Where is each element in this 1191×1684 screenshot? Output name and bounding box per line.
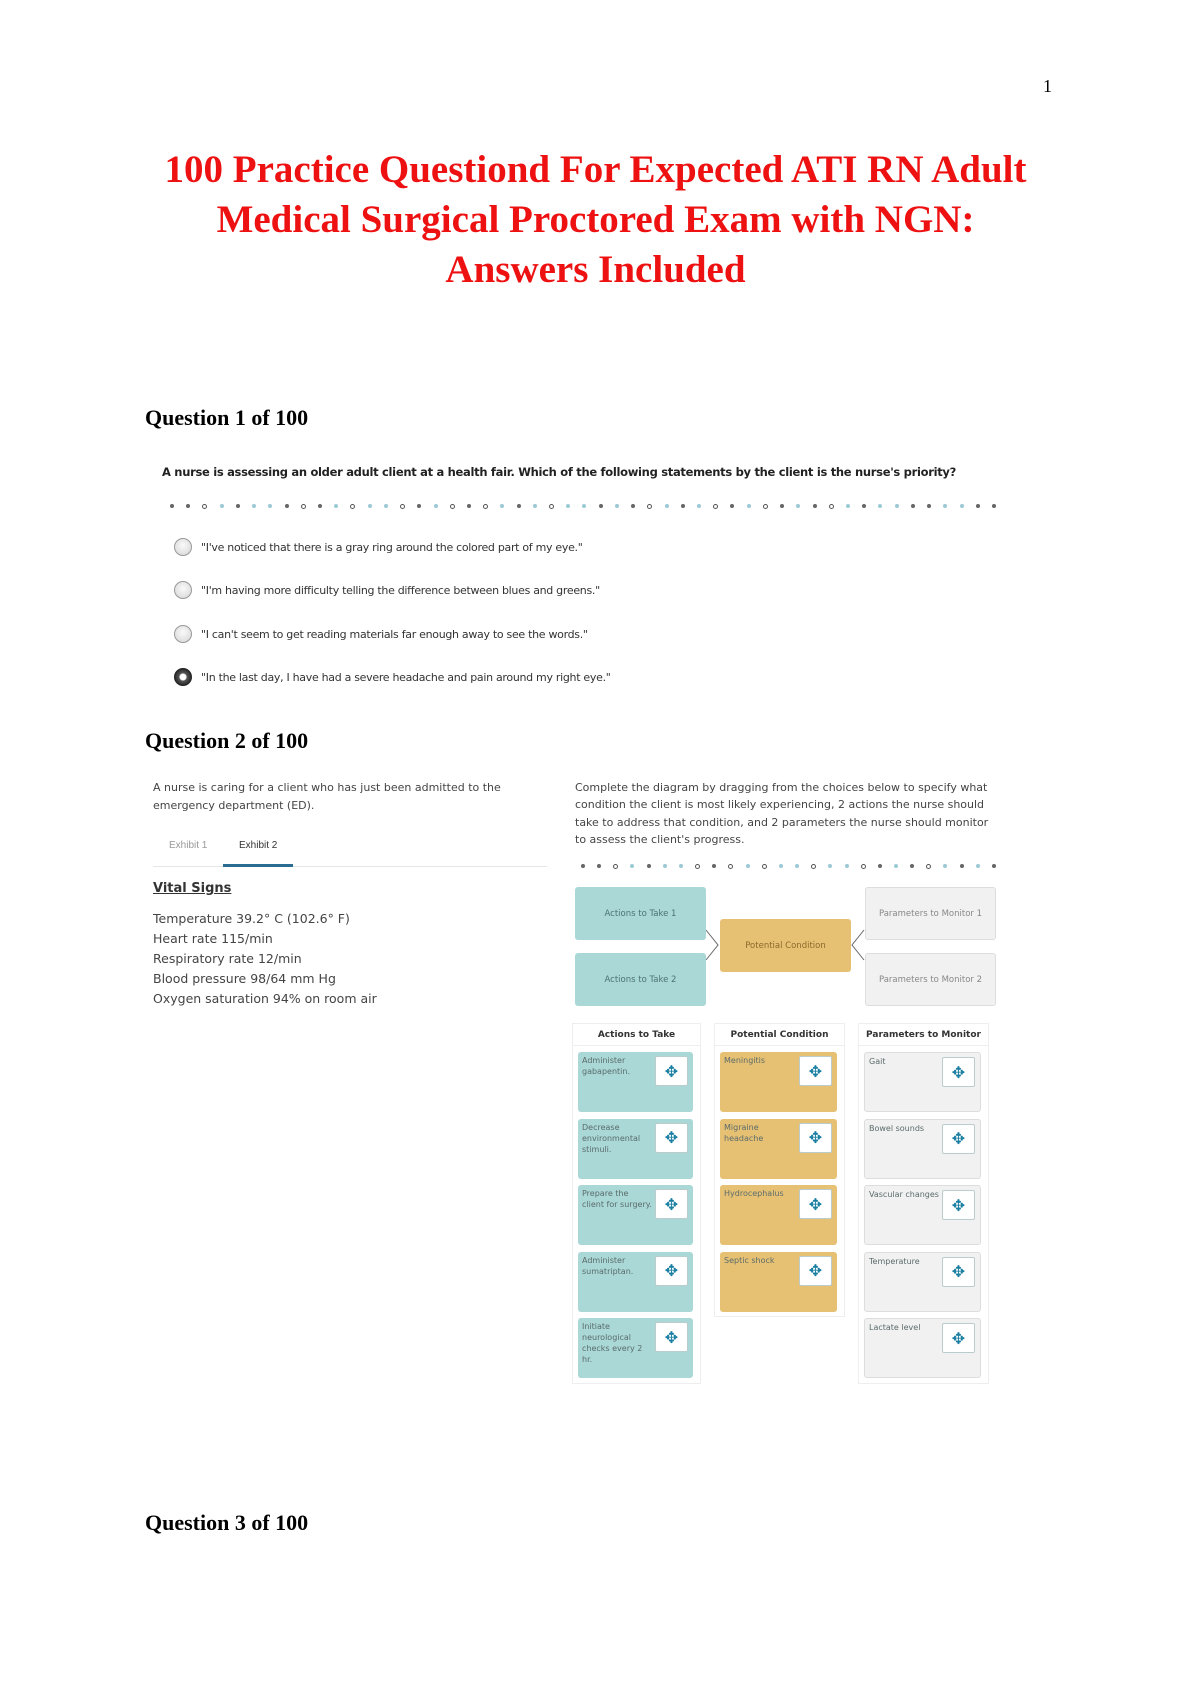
divider-dot — [795, 864, 799, 868]
radio-button[interactable] — [174, 581, 192, 599]
move-handle-icon[interactable]: ✥ — [655, 1189, 688, 1219]
choice-card[interactable] — [578, 1252, 693, 1312]
drop-target-action-2[interactable]: Actions to Take 2 — [575, 953, 706, 1006]
divider-dot — [500, 504, 504, 508]
actions-column — [572, 1023, 701, 1384]
divider-dot — [268, 504, 272, 508]
divider-dot — [746, 864, 750, 868]
divider-dot — [960, 864, 964, 868]
choice-label: Hydrocephalus — [724, 1189, 784, 1198]
radio-button-selected[interactable] — [174, 668, 192, 686]
divider-dot — [762, 864, 767, 869]
condition-column — [714, 1023, 845, 1317]
divider-dot — [747, 504, 751, 508]
option-label: "I'm having more difficulty telling the difference between blues and greens." — [201, 583, 600, 597]
divider-dot — [960, 504, 964, 508]
divider-dot — [829, 504, 834, 509]
parameters-column — [858, 1023, 989, 1384]
divider-dot — [400, 504, 405, 509]
divider-dot — [350, 504, 355, 509]
option-label: "I've noticed that there is a gray ring around the colored part of my eye." — [201, 540, 583, 554]
choice-label: Lactate level — [869, 1323, 921, 1332]
divider-dot — [811, 864, 816, 869]
divider-dot — [517, 504, 521, 508]
move-handle-icon[interactable]: ✥ — [799, 1189, 832, 1219]
divider-dot — [878, 864, 882, 868]
move-handle-icon[interactable]: ✥ — [799, 1056, 832, 1086]
move-handle-icon[interactable]: ✥ — [655, 1322, 688, 1352]
drop-target-parameter-2[interactable]: Parameters to Monitor 2 — [865, 953, 996, 1006]
divider-dot — [533, 504, 537, 508]
divider-dot — [697, 504, 701, 508]
vital-sign: Heart rate 115/min — [153, 931, 273, 946]
divider-dot — [927, 504, 931, 508]
divider-dot — [763, 504, 768, 509]
choice-card[interactable] — [864, 1318, 981, 1378]
title-line: Answers Included — [445, 248, 746, 291]
document-title — [0, 145, 1191, 295]
divider-dot — [663, 864, 667, 868]
drop-target-action-1[interactable]: Actions to Take 1 — [575, 887, 706, 940]
divider-dot — [976, 864, 980, 868]
divider-dot — [730, 504, 734, 508]
move-handle-icon[interactable]: ✥ — [942, 1190, 975, 1220]
divider-dot — [615, 504, 619, 508]
divider-dot — [862, 504, 866, 508]
divider-dot — [895, 504, 899, 508]
choice-label: Septic shock — [724, 1255, 775, 1265]
move-handle-icon[interactable]: ✥ — [942, 1124, 975, 1154]
divider-dot — [186, 504, 190, 508]
choice-label: Initiate neurological checks every 2 hr. — [582, 1322, 643, 1364]
divider-dot — [467, 504, 471, 508]
dot-divider — [170, 502, 996, 510]
divider-dot — [252, 504, 256, 508]
page-number: 1 — [1043, 76, 1052, 96]
divider-dot — [434, 504, 438, 508]
move-handle-icon[interactable]: ✥ — [655, 1056, 688, 1086]
divider-dot — [582, 504, 586, 508]
choice-label: Decrease environmental stimuli. — [582, 1122, 641, 1154]
divider-dot — [712, 864, 716, 868]
scenario-text: A nurse is caring for a client who has just been admitted to the emergency department (ED). — [153, 781, 501, 812]
divider-dot — [647, 864, 651, 868]
question-1-text: A nurse is assessing an older adult client at a health fair. Which of the following statements by the client is the nurse's priority? — [162, 465, 956, 479]
divider-dot — [334, 504, 338, 508]
divider-dot — [599, 504, 603, 508]
vital-sign: Respiratory rate 12/min — [153, 951, 302, 966]
diagram-connectors — [706, 920, 866, 980]
tab-exhibit-1[interactable]: Exhibit 1 — [169, 840, 208, 851]
divider-dot — [846, 504, 850, 508]
option-label: "In the last day, I have had a severe headache and pain around my right eye." — [201, 670, 611, 684]
tab-divider — [153, 866, 547, 867]
divider-dot — [566, 504, 570, 508]
divider-dot — [681, 504, 685, 508]
divider-dot — [828, 864, 832, 868]
divider-dot — [861, 864, 866, 869]
divider-dot — [910, 864, 914, 868]
choice-card[interactable] — [720, 1252, 837, 1312]
divider-dot — [728, 864, 733, 869]
divider-dot — [202, 504, 207, 509]
divider-dot — [943, 864, 947, 868]
divider-dot — [236, 504, 240, 508]
divider-dot — [992, 504, 996, 508]
divider-dot — [943, 504, 947, 508]
answer-option[interactable] — [174, 538, 583, 556]
divider-dot — [926, 864, 931, 869]
move-handle-icon[interactable]: ✥ — [799, 1256, 832, 1286]
divider-dot — [713, 504, 718, 509]
divider-dot — [613, 864, 618, 869]
divider-dot — [894, 864, 898, 868]
title-line: 100 Practice Questiond For Expected ATI RN Adult — [164, 148, 1027, 191]
move-handle-icon[interactable]: ✥ — [942, 1323, 975, 1353]
choice-label: Prepare the client for surgery. — [582, 1189, 652, 1209]
vital-signs-heading: Vital Signs — [153, 881, 232, 896]
answer-option[interactable] — [174, 581, 600, 599]
choice-card[interactable] — [864, 1185, 981, 1245]
radio-button[interactable] — [174, 538, 192, 556]
divider-dot — [549, 504, 554, 509]
choice-card[interactable] — [578, 1185, 693, 1245]
choice-label: Vascular changes — [869, 1190, 939, 1199]
divider-dot — [285, 504, 289, 508]
move-handle-icon[interactable]: ✥ — [655, 1256, 688, 1286]
instructions-text: Complete the diagram by dragging from the choices below to specify what condition the client is most likely experiencing, 2 actions the nurse should take to address that condition, and 2 parameters the nurse should monitor to assess the client's progress. — [575, 781, 989, 846]
radio-button[interactable] — [174, 625, 192, 643]
title-line: Medical Surgical Proctored Exam with NGN: — [216, 198, 975, 241]
choice-card[interactable] — [720, 1052, 837, 1112]
divider-dot — [220, 504, 224, 508]
vital-sign: Temperature 39.2° C (102.6° F) — [153, 911, 350, 926]
divider-dot — [976, 504, 980, 508]
choice-card[interactable] — [864, 1119, 981, 1179]
choice-label: Meningitis — [724, 1056, 766, 1065]
choice-label: Temperature — [869, 1256, 920, 1266]
vital-sign: Oxygen saturation 94% on room air — [153, 991, 377, 1006]
move-handle-icon[interactable]: ✥ — [799, 1123, 832, 1153]
divider-dot — [679, 864, 683, 868]
choice-label: Administer sumatriptan. — [582, 1255, 634, 1276]
divider-dot — [384, 504, 388, 508]
column-header: Parameters to Monitor — [859, 1024, 988, 1046]
divider-dot — [318, 504, 322, 508]
move-handle-icon[interactable]: ✥ — [655, 1123, 688, 1153]
option-label: "I can't seem to get reading materials far enough away to see the words." — [201, 627, 588, 641]
tab-exhibit-2[interactable]: Exhibit 2 — [239, 840, 278, 851]
vital-sign: Blood pressure 98/64 mm Hg — [153, 971, 336, 986]
divider-dot — [630, 864, 634, 868]
choice-card[interactable] — [864, 1052, 981, 1112]
choice-label: Migraine headache — [724, 1122, 764, 1143]
move-handle-icon[interactable]: ✥ — [942, 1057, 975, 1087]
divider-dot — [483, 504, 488, 509]
question-3-heading: Question 3 of 100 — [145, 1510, 309, 1535]
divider-dot — [597, 864, 601, 868]
divider-dot — [779, 864, 783, 868]
divider-dot — [631, 504, 635, 508]
choice-card[interactable] — [578, 1119, 693, 1179]
column-header: Actions to Take — [573, 1024, 700, 1046]
choice-card[interactable] — [720, 1185, 837, 1245]
choice-card[interactable] — [720, 1119, 837, 1179]
divider-dot — [665, 504, 669, 508]
divider-dot — [450, 504, 455, 509]
divider-dot — [813, 504, 817, 508]
divider-dot — [695, 864, 700, 869]
move-handle-icon[interactable]: ✥ — [942, 1257, 975, 1287]
column-header: Potential Condition — [715, 1024, 844, 1046]
divider-dot — [796, 504, 800, 508]
choice-label: Bowel sounds — [869, 1123, 925, 1133]
choice-card[interactable] — [578, 1052, 693, 1112]
choice-card[interactable] — [864, 1252, 981, 1312]
answer-option-selected[interactable] — [174, 668, 611, 686]
divider-dot — [911, 504, 915, 508]
answer-option[interactable] — [174, 625, 588, 643]
divider-dot — [780, 504, 784, 508]
drop-target-parameter-1[interactable]: Parameters to Monitor 1 — [865, 887, 996, 940]
dot-divider — [581, 862, 996, 870]
choice-label: Gait — [869, 1057, 886, 1066]
divider-dot — [368, 504, 372, 508]
divider-dot — [878, 504, 882, 508]
choice-label: Administer gabapentin. — [582, 1056, 631, 1076]
drop-target-condition[interactable]: Potential Condition — [720, 919, 851, 972]
divider-dot — [992, 864, 996, 868]
divider-dot — [301, 504, 306, 509]
question-1-heading: Question 1 of 100 — [145, 405, 309, 430]
question-2-heading: Question 2 of 100 — [145, 728, 309, 753]
choice-card[interactable] — [578, 1318, 693, 1378]
divider-dot — [581, 864, 585, 868]
divider-dot — [845, 864, 849, 868]
divider-dot — [647, 504, 652, 509]
active-tab-indicator — [223, 864, 293, 867]
divider-dot — [417, 504, 421, 508]
divider-dot — [170, 504, 174, 508]
